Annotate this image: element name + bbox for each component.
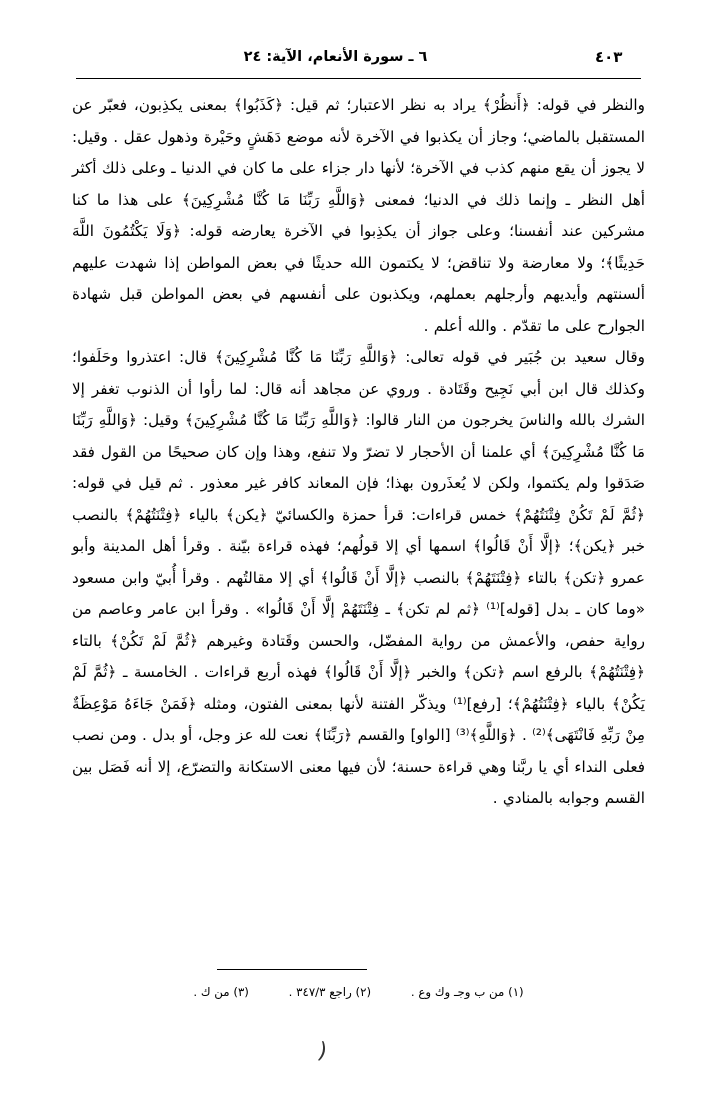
- running-head: ٦ ـ سورة الأنعام، الآية: ٢٤: [243, 49, 428, 65]
- body-text: [72, 90, 645, 815]
- footnote-item: (٢) راجع ٣٤٧/٣ .: [288, 985, 372, 999]
- paragraph-2: وقال سعيد بن جُبَير في قوله تعالى: ﴿وَاللَّهِ رَبِّنَا مَا كُنَّا مُشْرِكِينَ﴾ قال: اعتذروا وحَلَفوا؛ وكذلك قال ابن أبي نَجِيح وقَتَادة . وروي عن مجاهد أنه قال: لما رأوا أن الذنوب تغفر إلا الشرك بالله والناسَ يخرجون من النار قالوا: ﴿وَاللَّهِ رَبِّنَا مَا كُنَّا مُشْرِكِينَ﴾ وقيل: ﴿وَاللَّهِ رَبِّنَا مَا كُنَّا مُشْرِكِينَ﴾ أي علمنا أن الأحجار لا تضرّ ولا تنفع، وهذا وإن كان صحيحًا من القول فقد صَدَقوا ولم يكتموا، ولكن لا يُعذَرون بهذا؛ فإن المعاند كافر غير معذور . ثم قيل في قوله: ﴿ثُمَّ لَمْ تَكُنْ فِتْنَتُهُمْ﴾ خمس قراءات: قرأ حمزة والكسائيّ ﴿يكن﴾ بالياء ﴿فِتْنَتُهُمْ﴾ بالنصب خبر ﴿يكن﴾؛ ﴿إلَّا أَنْ قَالُوا﴾ اسمها أي إلا قولُهم؛ فهذه قراءة بيّنة . وقرأ أهل المدينة وأبو عمرو ﴿تكن﴾ بالتاء ﴿فِتْنَتَهُمْ﴾ بالنصب ﴿إلَّا أَنْ قَالُوا﴾ أي إلا مقالتُهم . وقرأ أُبيّ وابن مسعود «وما كان ـ بدل [قوله]⁽¹⁾ ﴿ثم لم تكن﴾ ـ فِتْنَتَهُمْ إلَّا أَنْ قَالُوا» . وقرأ ابن عامر وعاصم من رواية حفص، والأعمش من رواية المفضّل، والحسن وقَتادة وغيرهم ﴿ثُمَّ لَمْ تَكُنْ﴾ بالتاء ﴿فِتْنَتُهُمْ﴾ بالرفع اسم ﴿تكن﴾ والخبر ﴿إلَّا أَنْ قَالُوا﴾ فهذه أربع قراءات . الخامسة ـ ﴿ثُمَّ لَمْ يَكُنْ﴾ بالياء ﴿فِتْنَتُهُمْ﴾؛ [رفع]⁽¹⁾ ويذكّر الفتنة لأنها بمعنى الفتون، ومثله ﴿فَمَنْ جَاءَهُ مَوْعِظَةٌ مِنْ رَبِّهِ فَانْتَهَى﴾⁽²⁾ . ﴿وَاللَّهِ﴾⁽³⁾ [الواو] والقسم ﴿رَبِّنَا﴾ نعت لله عز وجل، أو بدل . ومن نصب فعلى النداء أي يا ربَّنا وهي قراءة حسنة؛ لأن فيها معنى الاستكانة والتضرّع، إلا أنه فَصَل بين القسم وجوابه بالمنادي .: [72, 348, 646, 807]
- page-header: [76, 44, 641, 70]
- header-divider: [76, 78, 641, 79]
- footnote-list: [72, 982, 645, 1002]
- footnote-item: (٣) من ك .: [193, 985, 249, 999]
- scan-artifact-mark: (: [315, 1038, 330, 1065]
- page-number: ٤٠٣: [595, 48, 623, 66]
- footnote-divider: [217, 969, 367, 970]
- paragraph-1: والنظر في قوله: ﴿أَنظُرْ﴾ يراد به نظر الاعتبار؛ ثم قيل: ﴿كَذَبُوا﴾ بمعنى يكذِبون، فعبّر عن المستقبل بالماضي؛ وجاز أن يكذبوا في الآخرة لأنه موضع دَهَشٍ وحَيْرة وذهول عقل . وقيل: لا يجوز أن يقع منهم كذب في الآخرة؛ لأنها دار جزاء على ما كان في الدنيا ـ وعلى ذلك أكثر أهل النظر ـ وإنما ذلك في الدنيا؛ فمعنى ﴿وَاللَّهِ رَبِّنَا مَا كُنَّا مُشْرِكِينَ﴾ على هذا ما كنا مشركين عند أنفسنا؛ وعلى جواز أن يكذِبوا في الآخرة يعارضه قوله: ﴿وَلَا يَكْتُمُونَ اللَّهَ حَدِيثًا﴾؛ ولا معارضة ولا تناقض؛ لا يكتمون الله حديثًا في بعض المواطن إذا شهدت عليهم ألسنتهم وأيديهم وأرجلهم بعملهم، ويكذبون على أنفسهم في بعض المواطن قبل شهادة الجوارح على ما تقدّم . والله أعلم .: [72, 96, 645, 335]
- footnote-item: (١) من ب وجـ وك وع .: [410, 985, 524, 999]
